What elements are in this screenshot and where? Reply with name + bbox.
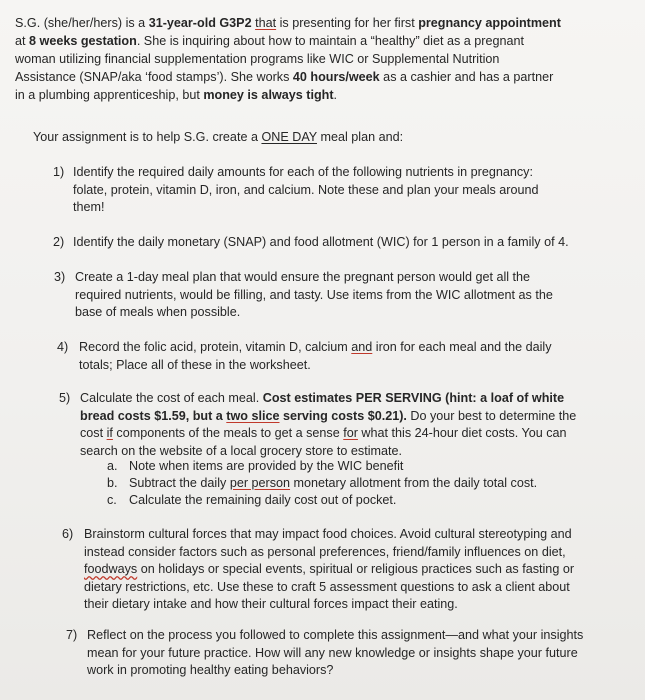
assignment-heading: Your assignment is to help S.G. create a ONE DAY meal plan and: [33, 130, 404, 144]
item-number: 4) [57, 340, 69, 354]
item-number: 1) [53, 165, 65, 179]
intro-line-4: Assistance (SNAP/aka ‘food stamps’). She works 40 hours/week as a cashier and has a partner [15, 70, 554, 84]
intro-line-1: S.G. (she/her/hers) is a 31-year-old G3P2 that is presenting for her first pregnancy appointment [15, 16, 561, 30]
intro-line-2: at 8 weeks gestation. She is inquiring about how to maintain a “healthy” diet as a pregnant [15, 34, 524, 48]
case-intro-paragraph [15, 14, 615, 104]
item-number: 3) [54, 270, 66, 284]
intro-line-3: woman utilizing financial supplementation programs like WIC or Supplemental Nutrition [15, 52, 500, 66]
intro-line-5: in a plumbing apprenticeship, but money is always tight. [15, 88, 338, 102]
item-number: 6) [62, 527, 74, 541]
item-number: 5) [59, 391, 71, 405]
item-number: 2) [53, 235, 65, 249]
document-page: S.G. (she/her/hers) is a 31-year-old G3P2 that is presenting for her first pregnancy appointment at 8 weeks gestation. She is inquiring about how to maintain a “healthy” diet as a pregnant woman utilizing financial supplementation programs like WIC or Supplemental Nutrition Assistance (SNAP/aka ‘food stamps’). She works 40 hours/week as a cashier and has a partner in a plumbing apprenticeship, but money is always tight. Your assignment is to help S.G. create a ONE DAY meal plan and: 1) Identify the required daily amounts for each of the following nutrients in pregnancy: folate, protein, vitamin D, iron, and calcium. Note these and plan your meals around them! 2) Identify the daily monetary (SNAP) and food allotment (WIC) for 1 person in a family of 4. 3) Create a 1-day meal plan that would ensure the pregnant person would get all the required nutrients, would be filling, and tasty. Use items from the WIC allotment as the base of meals when possible. 4) Record the folic acid, protein, vitamin D, calcium and iron for each meal and the daily totals; Place all of these in the worksheet. 5) Calculate the cost of each meal. Cost estimates PER SERVING (hint: a loaf of white bread costs $1.59, but a two slice serving costs $0.21). Do your best to determine the cost if components of the meals to get a sense for what this 24-hour diet costs. You can search on the website of a local grocery store to estimate. a. Note when items are provided by the WIC benefit b. Subtract the daily per person monetary allotment from the daily total cost. c. Calculate the remaining daily cost out of pocket. 6) Brainstorm cultural forces that may impact food choices. Avoid cultural stereotyping and instead consider factors such as personal preferences, friend/family influences on diet, foodways on holidays or special events, spiritual or religious practices such as fasting or dietary restrictions, etc. Use these to craft 5 assessment questions to ask a client about their dietary intake and how their cultural forces impact their eating. 7) Reflect on the process you followed to complete this assignment—and what your insights mean for your future practice. How will any new knowledge or insights shape your future work in promoting healthy eating behaviors? [0, 0, 645, 700]
item-number: 7) [66, 628, 78, 642]
